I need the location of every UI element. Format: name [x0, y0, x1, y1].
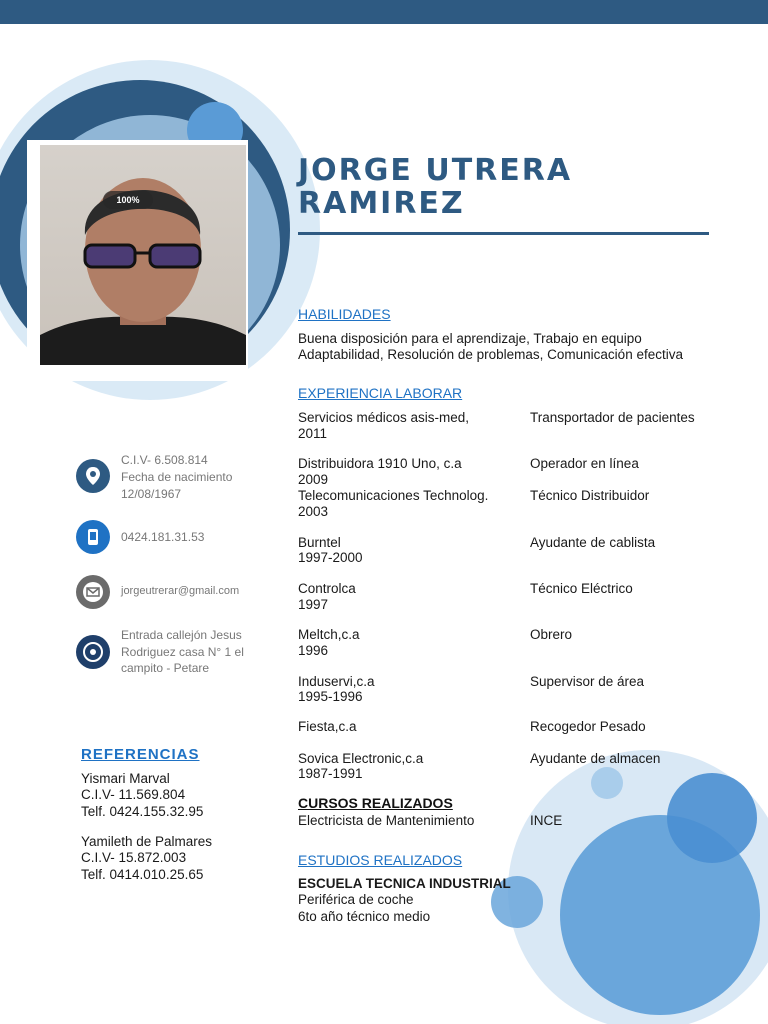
experience-role: Técnico Distribuidor	[530, 488, 650, 503]
experience-years: 1996	[298, 643, 329, 658]
experience-role: Recogedor Pesado	[530, 719, 646, 734]
course-name: Electricista de Mantenimiento	[298, 813, 475, 828]
address-icon	[76, 635, 110, 669]
reference-id: C.I.V- 11.569.804	[81, 787, 186, 802]
studies-level: 6to año técnico medio	[298, 909, 431, 924]
experience-company: Sovica Electronic,c.a	[298, 751, 424, 766]
reference-name: Yismari Marval	[81, 771, 170, 786]
experience-company: Telecomunicaciones Technolog.	[298, 488, 489, 503]
studies-location: Periférica de coche	[298, 892, 414, 907]
experience-company: Induservi,c.a	[298, 674, 375, 689]
experience-role: Supervisor de área	[530, 674, 645, 689]
skills-title: HABILIDADES	[298, 306, 391, 322]
contact-address-line: campito - Petare	[121, 661, 210, 675]
reference-id: C.I.V- 15.872.003	[81, 850, 187, 865]
experience-years: 1995-1996	[298, 689, 363, 704]
experience-company: Fiesta,c.a	[298, 719, 357, 734]
contact-email[interactable]: jorgeutrerar@gmail.com	[121, 585, 240, 597]
studies-school: ESCUELA TECNICA INDUSTRIAL	[298, 876, 511, 891]
contact-phone: 0424.181.31.53	[121, 530, 205, 544]
email-icon	[76, 575, 110, 609]
experience-company: Meltch,c.a	[298, 627, 360, 642]
experience-company: Burntel	[298, 535, 341, 550]
reference-phone: Telf. 0424.155.32.95	[81, 804, 204, 819]
contact-id: C.I.V- 6.508.814	[121, 453, 208, 467]
experience-company: Controlca	[298, 581, 356, 596]
photo-zoom-badge: 100%	[103, 191, 153, 209]
experience-role: Transportador de pacientes	[530, 410, 695, 425]
courses-title: CURSOS REALIZADOS	[298, 795, 453, 811]
references-title: REFERENCIAS	[81, 746, 200, 763]
reference-name: Yamileth de Palmares	[81, 834, 213, 849]
experience-company: Servicios médicos asis-med,	[298, 410, 470, 425]
experience-years: 2003	[298, 504, 329, 519]
experience-role: Ayudante de almacen	[530, 751, 661, 766]
reference-phone: Telf. 0414.010.25.65	[81, 867, 204, 882]
experience-title: EXPERIENCIA LABORAR	[298, 385, 463, 401]
profile-photo	[40, 145, 246, 365]
experience-role: Técnico Eléctrico	[530, 581, 633, 596]
studies-title: ESTUDIOS REALIZADOS	[298, 852, 463, 868]
contact-address-line: Rodriguez casa N° 1 el	[121, 645, 244, 659]
experience-company: Distribuidora 1910 Uno, c.a	[298, 456, 462, 471]
experience-role: Ayudante de cablista	[530, 535, 656, 550]
experience-years: 1987-1991	[298, 766, 363, 781]
experience-role: Obrero	[530, 627, 573, 642]
page-title: JORGE UTRERA RAMIREZ	[298, 153, 573, 221]
experience-years: 2011	[298, 426, 328, 441]
course-institution: INCE	[530, 813, 563, 828]
title-divider	[298, 232, 709, 235]
contact-birth-label: Fecha de nacimiento	[121, 470, 233, 484]
experience-years: 2009	[298, 472, 329, 487]
skills-line: Adaptabilidad, Resolución de problemas, Comunicación efectiva	[298, 347, 683, 362]
experience-years: 1997-2000	[298, 550, 363, 565]
phone-icon	[76, 520, 110, 554]
experience-role: Operador en línea	[530, 456, 639, 471]
location-icon	[76, 459, 110, 493]
contact-address-line: Entrada callejón Jesus	[121, 628, 242, 642]
contact-birth-date: 12/08/1967	[121, 487, 182, 501]
skills-line: Buena disposición para el aprendizaje, Trabajo en equipo	[298, 331, 642, 346]
experience-years: 1997	[298, 597, 329, 612]
